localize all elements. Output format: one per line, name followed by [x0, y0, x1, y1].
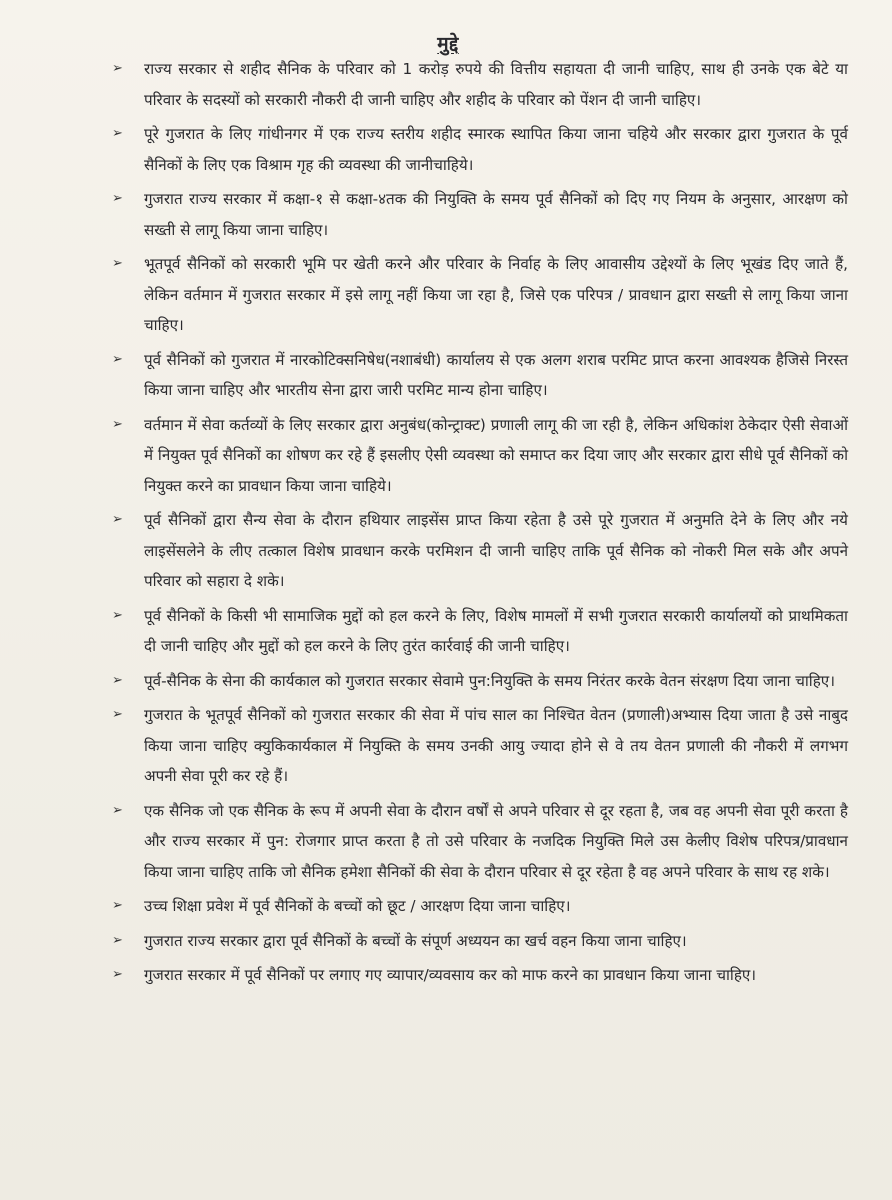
list-item [112, 666, 848, 697]
bullet-arrow-icon: ➢ [112, 967, 123, 982]
list-item-text: वर्तमान में सेवा कर्तव्यों के लिए सरकार द्वारा अनुबंध(कोन्ट्राक्ट) प्रणाली लागू की जा रही है, लेकिन अधिकांश ठेकेदार ऐसी सेवाओं में नियुक्त पूर्व सैनिकों का शोषण कर रहे हैं इसलीए ऐसी व्यवस्था को समाप्त कर दिया जाए और सरकार द्वारा सीधे पूर्व सैनिकों को नियुक्त करने का प्रावधान किया जाना चाहिये। [144, 415, 848, 495]
list-item [112, 410, 848, 502]
list-item-text: गुजरात के भूतपूर्व सैनिकों को गुजरात सरकार की सेवा में पांच साल का निश्चित वेतन (प्रणाली)अभ्यास दिया जाता है उसे नाबुद किया जाना चाहिए क्युकिकार्यकाल में नियुक्ति के समय उनकी आयु ज्यादा होने से वे तय वेतन प्रणाली की नौकरी में लगभग अपनी सेवा पूरी कर रहे हैं। [144, 706, 848, 785]
list-item [112, 700, 848, 792]
list-item [112, 505, 848, 597]
bullet-arrow-icon: ➢ [112, 191, 123, 206]
list-item [112, 249, 848, 341]
bullet-arrow-icon: ➢ [112, 802, 123, 818]
issue-list [112, 30, 848, 991]
list-item [112, 926, 848, 957]
list-item [112, 54, 848, 115]
bullet-arrow-icon: ➢ [112, 707, 123, 722]
list-item-text: पूर्व सैनिकों को गुजरात में नारकोटिक्सनिषेध(नशाबंधी) कार्यालय से एक अलग शराब परमिट प्राप्त करना आवश्यक हैजिसे निरस्त किया जाना चाहिए और भारतीय सेना द्वारा जारी परमिट मान्य होना चाहिए। [144, 350, 848, 399]
bullet-arrow-icon: ➢ [112, 607, 123, 623]
list-item [112, 345, 848, 406]
list-item [112, 601, 848, 662]
list-item-text: पूर्व सैनिकों के किसी भी सामाजिक मुद्दों को हल करने के लिए, विशेष मामलों में सभी गुजरात सरकारी कार्यालयों को प्राथमिकता दी जानी चाहिए और मुद्दों को हल करने के लिए तुरंत कार्रवाई की जानी चाहिए। [144, 606, 848, 655]
list-item-text: गुजरात राज्य सरकार में कक्षा-१ से कक्षा-४तक की नियुक्ति के समय पूर्व सैनिकों को दिए गए नियम के अनुसार, आरक्षण को सख्ती से लागू किया जाना चाहिए। [144, 190, 848, 239]
bullet-arrow-icon: ➢ [112, 126, 123, 141]
list-item [112, 119, 848, 180]
list-item-text: राज्य सरकार से शहीद सैनिक के परिवार को 1 करोड़ रुपये की वित्तीय सहायता दी जानी चाहिए, साथ ही उनके एक बेटे या परिवार के सदस्यों को सरकारी नौकरी दी जानी चाहिए और शहीद के परिवार को पेंशन दी जानी चाहिए। [144, 60, 848, 109]
list-item [112, 891, 848, 922]
list-item [112, 796, 848, 888]
list-item-text: पूरे गुजरात के लिए गांधीनगर में एक राज्य स्तरीय शहीद स्मारक स्थापित किया जाना चहिये और सरकार द्वारा गुजरात के पूर्व सैनिकों के लिए एक विश्राम गृह की व्यवस्था की जानीचाहिये। [144, 125, 848, 174]
bullet-arrow-icon: ➢ [112, 351, 123, 367]
bullet-arrow-icon: ➢ [112, 932, 123, 948]
list-item [112, 960, 848, 991]
list-item-text: पूर्व-सैनिक के सेना की कार्यकाल को गुजरात सरकार सेवामे पुन:नियुक्ति के समय निरंतर करके वेतन संरक्षण दिया जाना चाहिए। [144, 671, 835, 690]
page-title: मुद्दे [437, 33, 459, 55]
list-item-text: पूर्व सैनिकों द्वारा सैन्य सेवा के दौरान हथियार लाइसेंस प्राप्त किया रहेता है उसे पूरे गुजरात में अनुमति देने के लिए और नये लाइसेंसलेने के लीए तत्काल विशेष प्रावधान करके परमिशन दी जानी चाहिए ताकि पूर्व सैनिक को नोकरी मिल सके और अपने परिवार को सहारा दे शके। [144, 511, 848, 590]
list-item-text: गुजरात राज्य सरकार द्वारा पूर्व सैनिकों के बच्चों के संपूर्ण अध्ययन का खर्च वहन किया जाना चाहिए। [144, 931, 687, 950]
bullet-arrow-icon: ➢ [112, 61, 123, 76]
list-item [112, 184, 848, 245]
bullet-arrow-icon: ➢ [112, 512, 123, 527]
list-item-text: भूतपूर्व सैनिकों को सरकारी भूमि पर खेती करने और परिवार के निर्वाह के लिए आवासीय उद्देश्यों के लिए भूखंड दिए जाते हैं, लेकिन वर्तमान में गुजरात सरकार में इसे लागू नहीं किया जा रहा है, जिसे एक परिपत्र / प्रावधान द्वारा सख्ती से लागू किया जाना चाहिए। [144, 255, 848, 334]
list-item-text: एक सैनिक जो एक सैनिक के रूप में अपनी सेवा के दौरान वर्षों से अपने परिवार से दूर रहता है, जब वह अपनी सेवा पूरी करता है और राज्य सरकार में पुन: रोजगार प्राप्त करता है तो उसे परिवार के नजदिक नियुक्ति मिले उस केलीए विशेष परिपत्र/प्रावधान किया जाना चाहिए ताकि जो सैनिक हमेशा सैनिकों की सेवा के दौरान परिवार से दूर रहेता है वह अपने परिवार के साथ रह शके। [144, 801, 848, 881]
bullet-arrow-icon: ➢ [112, 256, 123, 271]
list-item-text: उच्च शिक्षा प्रवेश में पूर्व सैनिकों के बच्चों को छूट / आरक्षण दिया जाना चाहिए। [144, 897, 571, 915]
bullet-arrow-icon: ➢ [112, 672, 123, 688]
bullet-arrow-icon: ➢ [112, 898, 123, 913]
list-item-text: गुजरात सरकार में पूर्व सैनिकों पर लगाए गए व्यापार/व्यवसाय कर को माफ करने का प्रावधान किया जाना चाहिए। [144, 966, 757, 984]
bullet-arrow-icon: ➢ [112, 416, 123, 432]
